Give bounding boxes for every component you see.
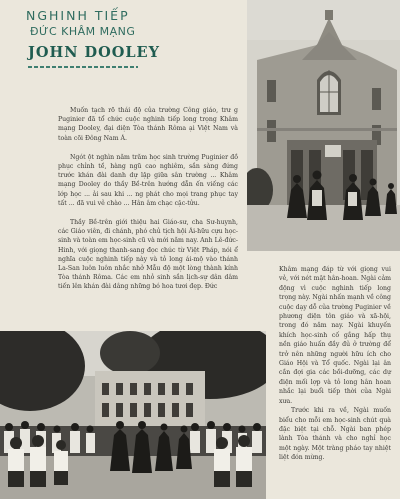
church-photo [247, 0, 400, 251]
paragraph-3: Thầy Bề-trên giới thiệu hai Giáo-sư, cha Sư-huynh, các Giáo viên, đi chánh, phó chủ tịch hội Ái-hữu cựu học-sinh và toàn em học-sinh cũ và mới năm nay. Anh Lê-đức-Hinh, với giọng thanh-sang đọc chúc từ Việt Pháp, nói ể nghĩa cuộc nghinh tiếp này và tỏ long ái-mộ vào thánh La-San luôn luôn nhắc nhở Mẫu độ một lòng thành kính Tòa thánh Rôma. Các em nhỏ sinh sắn lịch-sự dân dâm tiến lên khán đài dâng những bó hoa tươi đẹp. Đức [58, 219, 238, 291]
paragraph-5: Trước khi ra về, Ngài muốn biểu cho mỗi em học-sinh chút quà đặc biệt tại chỗ. Ngài ban phép lành Tòa thánh và cho nghỉ học một ngày. Một tràng pháo tay nhiệt liệt đón mừng. [279, 407, 391, 462]
title-line-2: ĐỨC KHÂM MẠNG [30, 25, 136, 38]
paragraph-4: Khâm mạng đáp từ với giọng vui vẻ, với nét mặt hân-hoan. Ngài cảm động vì cuộc nghinh tiếp long trọng này. Ngài nhấn mạnh về công cuộc dạy dỗ của trường Puginier về phương diện tôn giáo và xã-hội, trong đó năm nay. Ngài khuyến khích học-sinh cố gắng hấp thụ nền giáo huấn đầy đủ ở trường để trở nên những người hữu ích cho Giáo Hội và Tổ quốc. Ngài lại ân cần đợi gia các bồi-dưỡng, các dự điện mối lợp và tỏ long hân hoan nhắc lại buổi tiếp thời của Ngài xưa. [279, 266, 391, 405]
article-column-left [58, 106, 238, 292]
title-line-1: NGHINH TIẾP [26, 8, 130, 23]
paragraph-2: Ngót ột nghìn năm trăm học sinh trường Puginier đồ phục chỉnh tề, hàng ngũ cao nghiêm, sắn sàng đứng trước khán đài danh dự lập giữa sân trường ... Khâm mạng Dooley do thầy Bề-trên hướng dẫn ến viếng các lớp học ... ải sau khi ... ng phát cho mọi trang phục tay tất ... đã vui vẻ chào ... Hân âm chạc cặc-tửu. [58, 153, 238, 207]
title-underline [28, 66, 138, 68]
article-column-right [279, 265, 391, 463]
title-line-3: JOHN DOOLEY [28, 44, 160, 61]
courtyard-photo [0, 331, 266, 499]
paragraph-1: Muốn tạch rõ thái độ của trường Công giáo, trư g Puginier đã tổ chức cuộc nghinh tiếp long trọng Khâm mạng Dooley, đại diện Tòa thánh Rôma ại Việt Nam và toàn cõi Đông Nam Á. [58, 107, 238, 142]
